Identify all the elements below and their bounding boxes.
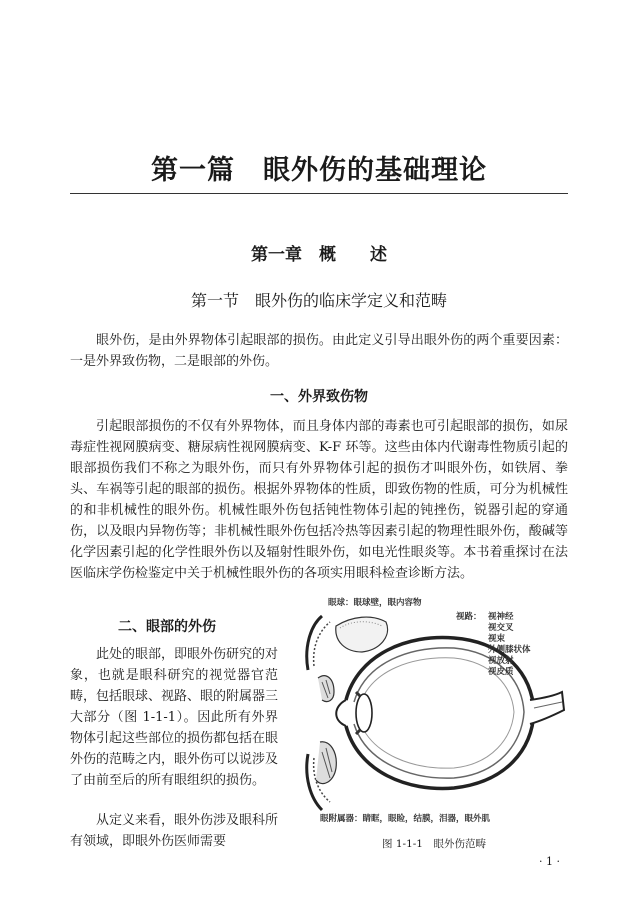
intro-paragraph: 眼外伤，是由外界物体引起眼部的损伤。由此定义引导出眼外伤的两个重要因素：一是外界致伤物，二是眼部的外伤。 [70,333,568,369]
heading-external-objects: 一、外界致伤物 [270,389,368,405]
globe-label: 眼球：眼球壁，眼内容物 [328,598,422,608]
figure-caption: 图 1-1-1 眼外伤范畴 [382,838,486,850]
paragraph-eye-scope: 此处的眼部，即眼外伤研究的对象，也就是眼科研究的视觉器官范畴，包括眼球、视路、眼的附属器三大部分（图 1-1-1）。因此所有外界物体引起这些部位的损伤都包括在眼外伤的范畴之内，眼外伤可以说涉及了由前至后的所有眼组织的损伤。 [70,647,279,788]
heading-eye-injury: 二、眼部的外伤 [118,619,216,635]
section-title: 第一节 眼外伤的临床学定义和范畴 [190,291,447,310]
pathway-item: 视交叉 [488,623,514,633]
pathway-label-title: 视路： [456,612,482,622]
page-number: · 1 · [539,855,560,868]
part-title: 第一篇 眼外伤的基础理论 [151,155,487,186]
paragraph-definition: 从定义来看，眼外伤涉及眼科所有领域，即眼外伤医师需要 [70,813,279,849]
pathway-item: 外侧膝状体 [488,645,531,655]
paragraph-external-objects: 引起眼部损伤的不仅有外界物体，而且身体内部的毒素也可引起眼部的损伤，如尿毒症性视网膜病变、糖尿病性视网膜病变、K-F 环等。这些由体内代谢毒性物质引起的眼部损伤我们不称之为眼外伤，而只有外界物体引起的损伤才叫眼外伤，如铁屑、拳头、车祸等引起的眼部的损伤。根据外界物体的性质，即致伤物的性质，可分为机械性的和非机械性的眼外伤。机械性眼外伤包括钝性物体引起的钝挫伤，锐器引起的穿通伤，以及眼内异物伤等；非机械性眼外伤包括冷热等因素引起的物理性眼外伤，酸碱等化学因素引起的化学性眼外伤以及辐射性眼外伤，如电光性眼炎等。本书着重探讨在法医临床学伤检鉴定中关于机械性眼外伤的各项实用眼科检查诊断方法。 [70,419,568,581]
eye-anatomy-figure [300,592,568,830]
pathway-item: 视束 [488,634,506,644]
pathway-item: 视放射 [488,656,514,666]
pathway-item: 视皮质 [488,667,514,677]
adnexa-label: 眼附属器：睛眶，眼睑，结膜，泪器，眼外肌 [320,814,491,824]
title-rule [70,193,568,194]
eye-diagram [300,592,568,830]
chapter-title: 第一章 概 述 [251,245,387,265]
pathway-item: 视神经 [488,612,514,622]
